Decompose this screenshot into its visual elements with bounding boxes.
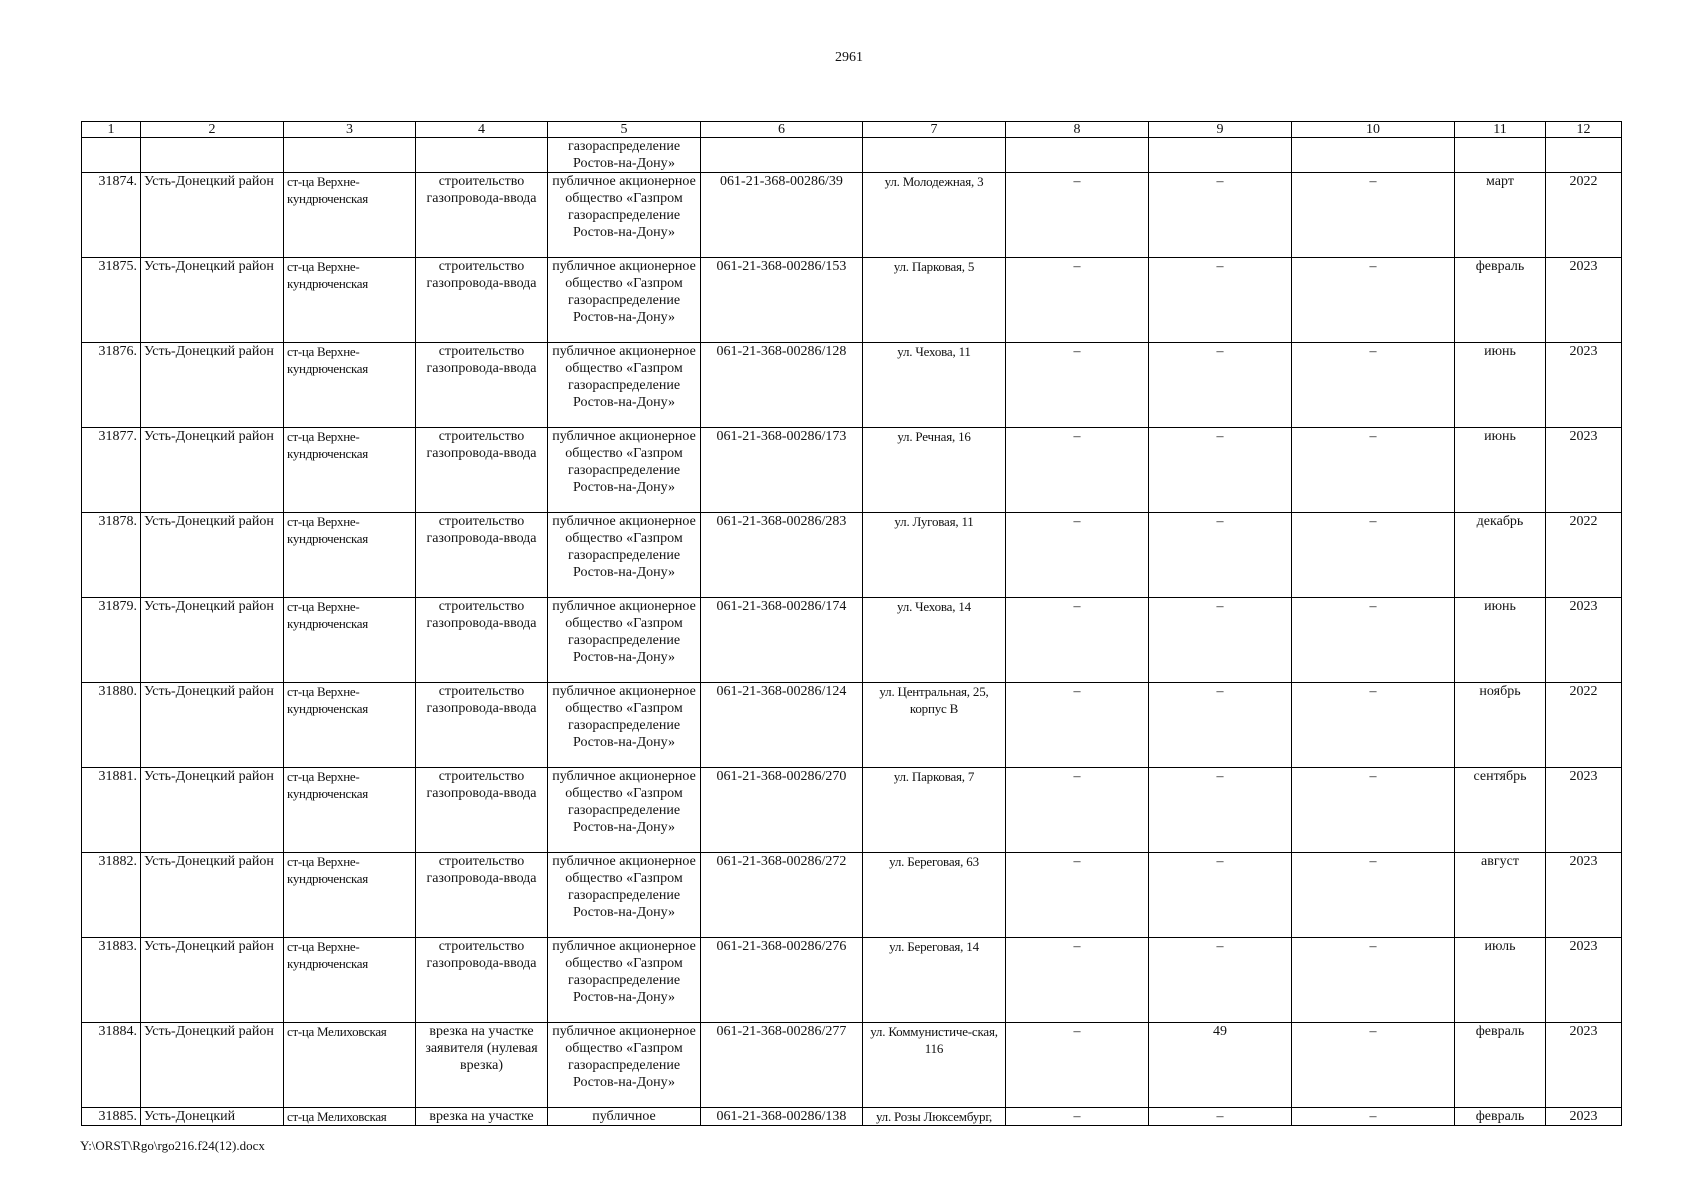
code-cell: 061-21-368-00286/174 bbox=[701, 598, 863, 683]
code-cell: 061-21-368-00286/138 bbox=[701, 1108, 863, 1126]
col10-cell: – bbox=[1292, 343, 1455, 428]
row-number-cell: 31880. bbox=[82, 683, 141, 768]
year-cell: 2023 bbox=[1546, 343, 1622, 428]
col9-cell: – bbox=[1149, 173, 1292, 258]
continuation-row bbox=[82, 138, 1622, 173]
code-cell: 061-21-368-00286/270 bbox=[701, 768, 863, 853]
settlement-cell: ст-ца Верхне-кундрюченская bbox=[284, 938, 416, 1023]
col9-cell: – bbox=[1149, 343, 1292, 428]
work-type-cell: строительство газопровода-ввода bbox=[416, 938, 548, 1023]
col8-cell: – bbox=[1006, 1023, 1149, 1108]
table-row bbox=[82, 1023, 1622, 1108]
year-cell: 2023 bbox=[1546, 1108, 1622, 1126]
work-type-cell: строительство газопровода-ввода bbox=[416, 683, 548, 768]
page-number: 2961 bbox=[835, 50, 863, 65]
row-number-cell: 31876. bbox=[82, 343, 141, 428]
month-cell: июнь bbox=[1455, 428, 1546, 513]
org-cell: публичное акционерное общество «Газпром газораспределение Ростов-на-Дону» bbox=[548, 258, 701, 343]
col8-cell: – bbox=[1006, 258, 1149, 343]
org-cell: публичное акционерное общество «Газпром газораспределение Ростов-на-Дону» bbox=[548, 598, 701, 683]
address-cell: ул. Коммунистиче-ская, 116 bbox=[863, 1023, 1006, 1108]
year-cell: 2022 bbox=[1546, 173, 1622, 258]
footer-file-path: Y:\ORST\Rgo\rgo216.f24(12).docx bbox=[80, 1138, 265, 1153]
address-cell: ул. Чехова, 11 bbox=[863, 343, 1006, 428]
col10-cell: – bbox=[1292, 1023, 1455, 1108]
row-number-cell: 31882. bbox=[82, 853, 141, 938]
address-cell: ул. Речная, 16 bbox=[863, 428, 1006, 513]
col-header: 4 bbox=[416, 122, 548, 138]
month-cell: ноябрь bbox=[1455, 683, 1546, 768]
month-cell: июль bbox=[1455, 938, 1546, 1023]
table-row bbox=[82, 1108, 1622, 1126]
code-cell: 061-21-368-00286/153 bbox=[701, 258, 863, 343]
district-cell: Усть-Донецкий bbox=[141, 1108, 284, 1126]
month-cell: февраль bbox=[1455, 258, 1546, 343]
settlement-cell: ст-ца Верхне-кундрюченская bbox=[284, 768, 416, 853]
col9-cell: – bbox=[1149, 513, 1292, 598]
settlement-cell: ст-ца Верхне-кундрюченская bbox=[284, 343, 416, 428]
row-number-cell: 31877. bbox=[82, 428, 141, 513]
settlement-cell: ст-ца Верхне-кундрюченская bbox=[284, 683, 416, 768]
work-type-cell: строительство газопровода-ввода bbox=[416, 258, 548, 343]
col10-cell: – bbox=[1292, 1108, 1455, 1126]
org-cell: публичное акционерное общество «Газпром газораспределение Ростов-на-Дону» bbox=[548, 1023, 701, 1108]
code-cell: 061-21-368-00286/272 bbox=[701, 853, 863, 938]
table-row bbox=[82, 938, 1622, 1023]
col8-cell: – bbox=[1006, 1108, 1149, 1126]
work-type-cell: строительство газопровода-ввода bbox=[416, 853, 548, 938]
col9-cell: – bbox=[1149, 768, 1292, 853]
row-number-cell: 31879. bbox=[82, 598, 141, 683]
row-number-cell: 31881. bbox=[82, 768, 141, 853]
org-cell: публичное акционерное общество «Газпром газораспределение Ростов-на-Дону» bbox=[548, 428, 701, 513]
col-header: 12 bbox=[1546, 122, 1622, 138]
month-cell: март bbox=[1455, 173, 1546, 258]
code-cell: 061-21-368-00286/173 bbox=[701, 428, 863, 513]
settlement-cell: ст-ца Верхне-кундрюченская bbox=[284, 513, 416, 598]
col-header: 3 bbox=[284, 122, 416, 138]
table-row bbox=[82, 343, 1622, 428]
district-cell: Усть-Донецкий район bbox=[141, 1023, 284, 1108]
year-cell: 2023 bbox=[1546, 768, 1622, 853]
col10-cell: – bbox=[1292, 683, 1455, 768]
col10-cell: – bbox=[1292, 513, 1455, 598]
work-type-cell: врезка на участке bbox=[416, 1108, 548, 1126]
year-cell: 2023 bbox=[1546, 938, 1622, 1023]
col9-cell: 49 bbox=[1149, 1023, 1292, 1108]
org-cell: публичное bbox=[548, 1108, 701, 1126]
col10-cell: – bbox=[1292, 598, 1455, 683]
col10-cell: – bbox=[1292, 428, 1455, 513]
row-number-cell: 31883. bbox=[82, 938, 141, 1023]
col9-cell: – bbox=[1149, 938, 1292, 1023]
col9-cell: – bbox=[1149, 1108, 1292, 1126]
code-cell: 061-21-368-00286/39 bbox=[701, 173, 863, 258]
district-cell: Усть-Донецкий район bbox=[141, 768, 284, 853]
col9-cell: – bbox=[1149, 853, 1292, 938]
address-cell: ул. Центральная, 25, корпус В bbox=[863, 683, 1006, 768]
code-cell: 061-21-368-00286/128 bbox=[701, 343, 863, 428]
work-type-cell: строительство газопровода-ввода bbox=[416, 343, 548, 428]
data-table bbox=[81, 121, 1622, 1126]
month-cell: июнь bbox=[1455, 598, 1546, 683]
address-cell: ул. Розы Люксембург, bbox=[863, 1108, 1006, 1126]
col-header: 2 bbox=[141, 122, 284, 138]
district-cell: Усть-Донецкий район bbox=[141, 173, 284, 258]
district-cell: Усть-Донецкий район bbox=[141, 683, 284, 768]
col9-cell: – bbox=[1149, 598, 1292, 683]
work-type-cell: врезка на участке заявителя (нулевая врезка) bbox=[416, 1023, 548, 1108]
table-row bbox=[82, 513, 1622, 598]
work-type-cell: строительство газопровода-ввода bbox=[416, 428, 548, 513]
year-cell: 2022 bbox=[1546, 513, 1622, 598]
address-cell: ул. Парковая, 7 bbox=[863, 768, 1006, 853]
work-type-cell: строительство газопровода-ввода bbox=[416, 598, 548, 683]
org-cell: публичное акционерное общество «Газпром газораспределение Ростов-на-Дону» bbox=[548, 938, 701, 1023]
work-type-cell: строительство газопровода-ввода bbox=[416, 173, 548, 258]
settlement-cell: ст-ца Мелиховская bbox=[284, 1023, 416, 1108]
header-row bbox=[82, 122, 1622, 138]
col8-cell: – bbox=[1006, 343, 1149, 428]
col9-cell: – bbox=[1149, 683, 1292, 768]
work-type-cell: строительство газопровода-ввода bbox=[416, 513, 548, 598]
row-number-cell: 31878. bbox=[82, 513, 141, 598]
code-cell: 061-21-368-00286/276 bbox=[701, 938, 863, 1023]
col-header: 5 bbox=[548, 122, 701, 138]
month-cell: июнь bbox=[1455, 343, 1546, 428]
year-cell: 2022 bbox=[1546, 683, 1622, 768]
row-number-cell: 31875. bbox=[82, 258, 141, 343]
col8-cell: – bbox=[1006, 938, 1149, 1023]
org-cell: публичное акционерное общество «Газпром газораспределение Ростов-на-Дону» bbox=[548, 768, 701, 853]
district-cell: Усть-Донецкий район bbox=[141, 513, 284, 598]
settlement-cell: ст-ца Верхне-кундрюченская bbox=[284, 428, 416, 513]
col9-cell: – bbox=[1149, 258, 1292, 343]
col9-cell: – bbox=[1149, 428, 1292, 513]
row-number-cell: 31885. bbox=[82, 1108, 141, 1126]
month-cell: февраль bbox=[1455, 1023, 1546, 1108]
col-header: 6 bbox=[701, 122, 863, 138]
table-row bbox=[82, 598, 1622, 683]
col8-cell: – bbox=[1006, 768, 1149, 853]
org-cell: публичное акционерное общество «Газпром газораспределение Ростов-на-Дону» bbox=[548, 513, 701, 598]
table-row bbox=[82, 768, 1622, 853]
org-cell: публичное акционерное общество «Газпром газораспределение Ростов-на-Дону» bbox=[548, 343, 701, 428]
district-cell: Усть-Донецкий район bbox=[141, 258, 284, 343]
month-cell: август bbox=[1455, 853, 1546, 938]
address-cell: ул. Чехова, 14 bbox=[863, 598, 1006, 683]
col10-cell: – bbox=[1292, 258, 1455, 343]
settlement-cell: ст-ца Верхне-кундрюченская bbox=[284, 258, 416, 343]
col10-cell: – bbox=[1292, 938, 1455, 1023]
month-cell: сентябрь bbox=[1455, 768, 1546, 853]
col8-cell: – bbox=[1006, 683, 1149, 768]
year-cell: 2023 bbox=[1546, 1023, 1622, 1108]
col-header: 7 bbox=[863, 122, 1006, 138]
year-cell: 2023 bbox=[1546, 428, 1622, 513]
settlement-cell: ст-ца Верхне-кундрюченская bbox=[284, 853, 416, 938]
table-row bbox=[82, 853, 1622, 938]
org-cell: газораспределение Ростов-на-Дону» bbox=[548, 138, 701, 173]
col8-cell: – bbox=[1006, 513, 1149, 598]
address-cell: ул. Молодежная, 3 bbox=[863, 173, 1006, 258]
col8-cell: – bbox=[1006, 598, 1149, 683]
org-cell: публичное акционерное общество «Газпром газораспределение Ростов-на-Дону» bbox=[548, 853, 701, 938]
col10-cell: – bbox=[1292, 173, 1455, 258]
address-cell: ул. Береговая, 14 bbox=[863, 938, 1006, 1023]
address-cell: ул. Береговая, 63 bbox=[863, 853, 1006, 938]
table-row bbox=[82, 683, 1622, 768]
col8-cell: – bbox=[1006, 853, 1149, 938]
year-cell: 2023 bbox=[1546, 853, 1622, 938]
row-number-cell: 31884. bbox=[82, 1023, 141, 1108]
col8-cell: – bbox=[1006, 173, 1149, 258]
month-cell: декабрь bbox=[1455, 513, 1546, 598]
district-cell: Усть-Донецкий район bbox=[141, 343, 284, 428]
address-cell: ул. Луговая, 11 bbox=[863, 513, 1006, 598]
district-cell: Усть-Донецкий район bbox=[141, 938, 284, 1023]
district-cell: Усть-Донецкий район bbox=[141, 853, 284, 938]
work-type-cell: строительство газопровода-ввода bbox=[416, 768, 548, 853]
code-cell: 061-21-368-00286/283 bbox=[701, 513, 863, 598]
code-cell: 061-21-368-00286/277 bbox=[701, 1023, 863, 1108]
settlement-cell: ст-ца Верхне-кундрюченская bbox=[284, 598, 416, 683]
col-header: 8 bbox=[1006, 122, 1149, 138]
month-cell: февраль bbox=[1455, 1108, 1546, 1126]
col10-cell: – bbox=[1292, 853, 1455, 938]
org-cell: публичное акционерное общество «Газпром газораспределение Ростов-на-Дону» bbox=[548, 173, 701, 258]
code-cell: 061-21-368-00286/124 bbox=[701, 683, 863, 768]
col-header: 1 bbox=[82, 122, 141, 138]
district-cell: Усть-Донецкий район bbox=[141, 428, 284, 513]
row-number-cell: 31874. bbox=[82, 173, 141, 258]
col10-cell: – bbox=[1292, 768, 1455, 853]
district-cell: Усть-Донецкий район bbox=[141, 598, 284, 683]
col-header: 9 bbox=[1149, 122, 1292, 138]
table-row bbox=[82, 258, 1622, 343]
table-row bbox=[82, 173, 1622, 258]
year-cell: 2023 bbox=[1546, 258, 1622, 343]
col8-cell: – bbox=[1006, 428, 1149, 513]
year-cell: 2023 bbox=[1546, 598, 1622, 683]
col-header: 10 bbox=[1292, 122, 1455, 138]
settlement-cell: ст-ца Мелиховская bbox=[284, 1108, 416, 1126]
address-cell: ул. Парковая, 5 bbox=[863, 258, 1006, 343]
settlement-cell: ст-ца Верхне-кундрюченская bbox=[284, 173, 416, 258]
table-row bbox=[82, 428, 1622, 513]
col-header: 11 bbox=[1455, 122, 1546, 138]
org-cell: публичное акционерное общество «Газпром газораспределение Ростов-на-Дону» bbox=[548, 683, 701, 768]
